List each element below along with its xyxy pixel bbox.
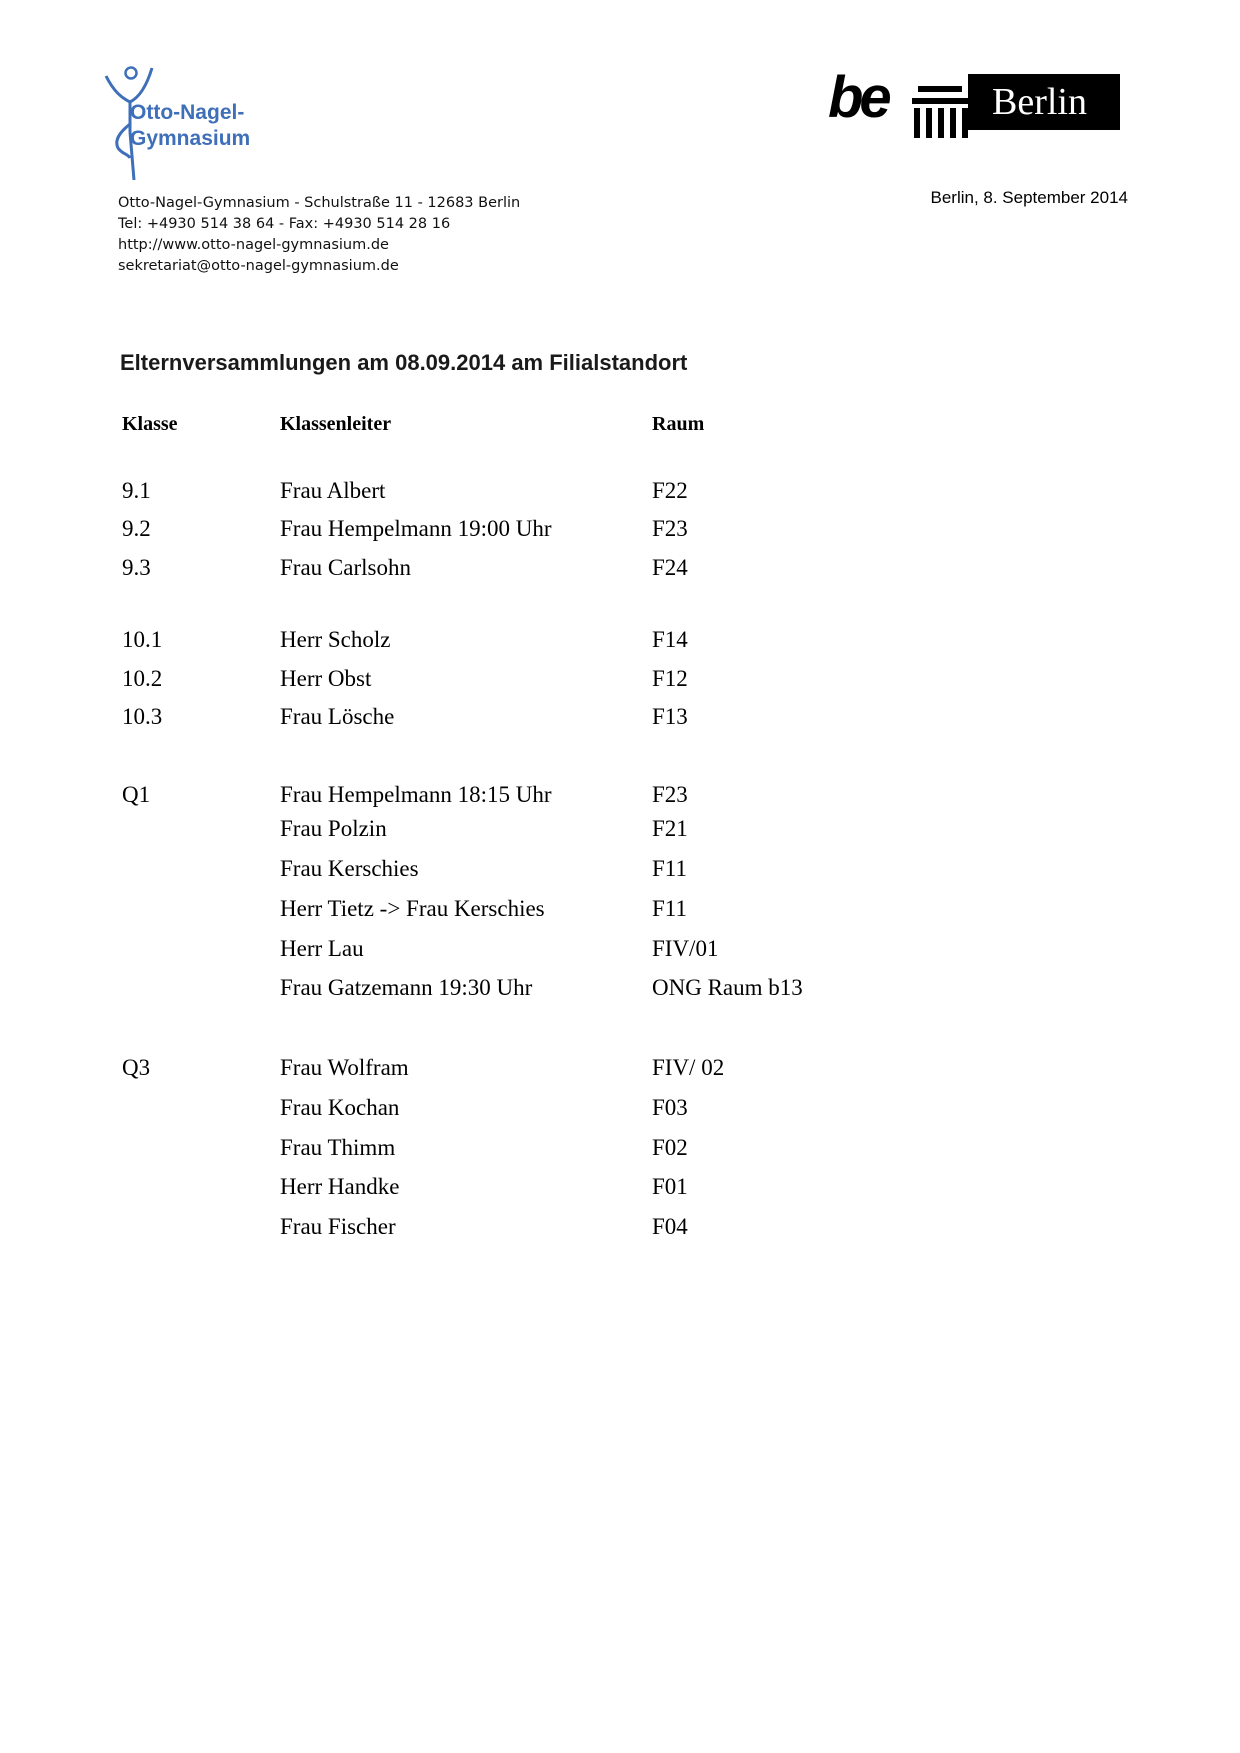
- cell-raum: FIV/ 02: [652, 1055, 725, 1080]
- cell-raum: F21: [652, 816, 688, 841]
- cell-raum: F03: [652, 1095, 688, 1120]
- contact-address: Otto-Nagel-Gymnasium - Schulstraße 11 - 12683 Berlin: [118, 195, 521, 211]
- cell-klasse: 10.1: [122, 627, 163, 652]
- berlin-logo-be: be: [828, 65, 888, 130]
- cell-klasse: 10.3: [122, 704, 163, 729]
- page-title: Elternversammlungen am 08.09.2014 am Filialstandort: [120, 350, 688, 375]
- school-logo-line2: Gymnasium: [130, 127, 251, 150]
- header-raum: Raum: [652, 413, 705, 435]
- cell-lehrer: Frau Kerschies: [280, 856, 419, 881]
- cell-raum: ONG Raum b13: [652, 975, 803, 1000]
- cell-lehrer: Frau Albert: [280, 478, 386, 503]
- cell-lehrer: Herr Handke: [280, 1174, 400, 1199]
- header-klasse: Klasse: [122, 413, 178, 435]
- cell-klasse: 10.2: [122, 666, 163, 691]
- cell-lehrer: Herr Tietz -> Frau Kerschies: [280, 896, 545, 921]
- cell-lehrer: Herr Obst: [280, 666, 372, 691]
- cell-klasse: Q1: [122, 782, 151, 807]
- cell-lehrer: Frau Hempelmann 19:00 Uhr: [280, 516, 552, 541]
- school-logo-line1: Otto-Nagel-: [130, 101, 245, 124]
- cell-raum: F04: [652, 1214, 688, 1239]
- cell-lehrer: Frau Carlsohn: [280, 555, 411, 580]
- cell-lehrer: Frau Kochan: [280, 1095, 400, 1120]
- cell-klasse: 9.3: [122, 555, 151, 580]
- cell-raum: F22: [652, 478, 688, 503]
- cell-klasse: 9.2: [122, 516, 151, 541]
- cell-raum: F11: [652, 896, 687, 921]
- cell-raum: F12: [652, 666, 688, 691]
- cell-lehrer: Frau Gatzemann 19:30 Uhr: [280, 975, 533, 1000]
- cell-raum: F24: [652, 555, 688, 580]
- cell-raum: F23: [652, 782, 688, 807]
- berlin-logo-word: Berlin: [992, 81, 1087, 123]
- cell-lehrer: Frau Hempelmann 18:15 Uhr: [280, 782, 552, 807]
- contact-email: sekretariat@otto-nagel-gymnasium.de: [118, 258, 399, 274]
- cell-raum: F02: [652, 1135, 688, 1160]
- cell-raum: FIV/01: [652, 936, 719, 961]
- cell-lehrer: Herr Lau: [280, 936, 364, 961]
- cell-lehrer: Frau Thimm: [280, 1135, 396, 1160]
- cell-raum: F14: [652, 627, 688, 652]
- cell-lehrer: Herr Scholz: [280, 627, 391, 652]
- cell-lehrer: Frau Fischer: [280, 1214, 396, 1239]
- cell-raum: F01: [652, 1174, 688, 1199]
- cell-lehrer: Frau Polzin: [280, 816, 387, 841]
- header-klassenleiter: Klassenleiter: [280, 413, 392, 435]
- cell-raum: F23: [652, 516, 688, 541]
- cell-raum: F11: [652, 856, 687, 881]
- cell-klasse: Q3: [122, 1055, 151, 1080]
- cell-raum: F13: [652, 704, 688, 729]
- cell-lehrer: Frau Lösche: [280, 704, 395, 729]
- cell-klasse: 9.1: [122, 478, 151, 503]
- letter-date: Berlin, 8. September 2014: [930, 188, 1128, 207]
- contact-phone: Tel: +4930 514 38 64 - Fax: +4930 514 28 16: [118, 216, 451, 232]
- cell-lehrer: Frau Wolfram: [280, 1055, 409, 1080]
- contact-website: http://www.otto-nagel-gymnasium.de: [118, 237, 389, 253]
